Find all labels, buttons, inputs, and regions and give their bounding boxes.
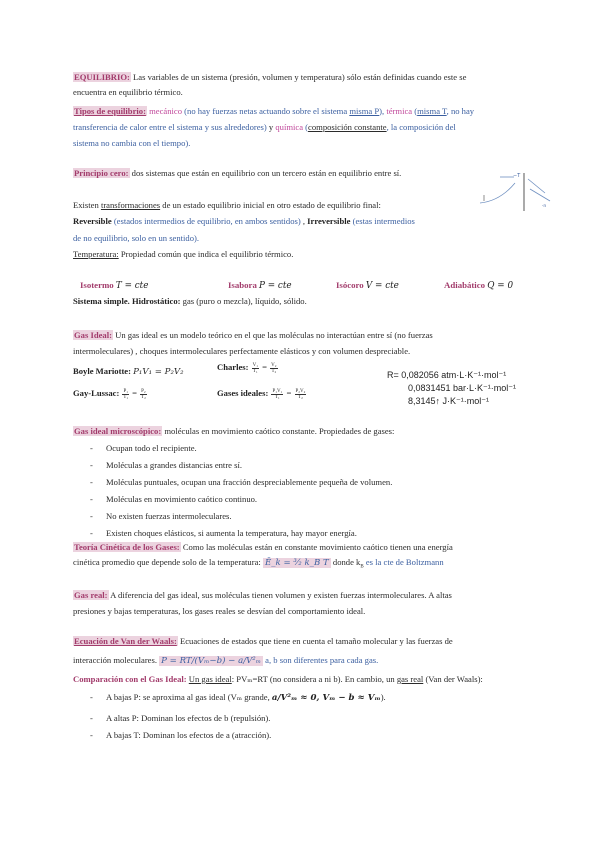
transf-rev-detail: (estados intermedios de equilibrio, en ambos sentidos): [111, 216, 301, 226]
real-text-1: A diferencia del gas ideal, sus moléculas tienen volumen y existen fuerzas intermoleculares. A altas: [108, 590, 452, 600]
vdw-text-1: Ecuaciones de estados que tiene en cuenta el tamaño molecular y las fuerzas de: [177, 636, 453, 646]
tipos-line-2b: , la composición del: [386, 122, 456, 132]
bullet-dash: -: [90, 692, 93, 702]
comparacion-item-text: A bajas T: Dominan los efectos de a (atracción).: [106, 730, 272, 740]
real-line-1: [73, 590, 452, 601]
tipos-ter-detail: , no hay: [446, 106, 475, 116]
frac-den: T₂: [141, 394, 146, 400]
ley-gases-frac-2: [295, 389, 307, 400]
cinetica-formula: Ē_k = ³⁄₂ k_B T: [264, 558, 329, 568]
tipos-line-2: [73, 122, 456, 133]
comparacion-item: [90, 730, 271, 741]
bullet-dash: -: [90, 730, 93, 740]
ley-gases-ideales: [217, 388, 307, 400]
micro-heading: Gas ideal microscópico:: [74, 426, 162, 436]
bullet-dash: -: [90, 713, 93, 723]
sketch-line-3: [530, 189, 550, 201]
tipos-qui-open: (: [303, 122, 309, 132]
cinetica-heading: Teoría Cinética de los Gases:: [74, 542, 180, 552]
comparacion-ideal-label: Un gas ideal: [188, 674, 232, 684]
comparacion-item-end: ).: [380, 692, 386, 702]
frac-den: T₁: [123, 394, 129, 400]
sketch-curve: [480, 183, 515, 203]
micro-line: [73, 426, 394, 437]
micro-item-text: Moléculas puntuales, ocupan una fracción despreciablemente pequeña de volumen.: [106, 477, 393, 487]
vdw-heading: Ecuación de Van der Waals:: [74, 636, 177, 646]
micro-item-text: Ocupan todo el recipiente.: [106, 443, 197, 453]
frac-num: P₂: [141, 388, 146, 394]
temperatura-line: [73, 249, 293, 260]
real-line-2: presiones y bajas temperaturas, los gases reales se desvían del comportamiento ideal.: [73, 606, 366, 616]
principio-heading: Principio cero:: [74, 168, 129, 178]
tipos-close: ),: [379, 106, 387, 116]
tipos-mec-detail: (no hay fuerzas netas actuando sobre el sistema: [182, 106, 350, 116]
ley-boyle-label: Boyle Mariotte:: [73, 366, 134, 376]
micro-item-text: No existen fuerzas intermoleculares.: [106, 511, 232, 521]
transf-line-1b: de un estado equilibrio inicial en otro estado de equilibrio final:: [160, 200, 381, 210]
ley-gay-lussac: [73, 388, 148, 400]
frac-den: T₁: [252, 368, 258, 374]
vdw-note: a, b son diferentes para cada gas.: [263, 655, 379, 665]
sketch-label-2: ·n: [542, 204, 547, 209]
transf-reversible: Reversible: [73, 216, 112, 226]
cinetica-after: donde k: [330, 557, 361, 567]
micro-item: [90, 494, 257, 505]
ley-gay-frac-1: [122, 389, 129, 400]
bullet-dash: -: [90, 460, 93, 470]
bullet-dash: -: [90, 443, 93, 453]
equilibrio-heading: EQUILIBRIO:: [74, 72, 130, 82]
comparacion-ideal-text: : PVₘ=RT (no considera a ni b). En cambio, un: [231, 674, 397, 684]
comparacion-real-text: (Van der Waals):: [423, 674, 483, 684]
ley-charles-eq: =: [260, 362, 270, 372]
vdw-line-1: [73, 636, 453, 647]
proceso-isotermo-name: Isotermo: [80, 280, 116, 290]
tipos-y: y: [266, 122, 276, 132]
frac-num: P₂V₂: [295, 388, 306, 394]
ley-gases-eq: =: [284, 388, 294, 398]
comparacion-line: [73, 674, 483, 685]
frac-den: T₁: [275, 394, 280, 400]
proceso-isocoro-eq: V = cte: [365, 281, 399, 291]
transf-line-1a: Existen: [73, 200, 101, 210]
micro-item: [90, 460, 242, 471]
cinetica-line-1: [73, 542, 453, 553]
bullet-dash: -: [90, 528, 93, 538]
bullet-dash: -: [90, 477, 93, 487]
ley-gay-eq: =: [130, 388, 140, 398]
cinetica-text-1: Como las moléculas están en constante movimiento caótico tienen una energía: [180, 542, 453, 552]
principio-text: dos sistemas que están en equilibrio con un tercero están en equilibrio entre sí.: [129, 168, 402, 178]
tipos-line-3: sistema no cambia con el tiempo).: [73, 138, 191, 148]
ley-gases-frac-1: [271, 389, 283, 400]
sketch-label-1: −T: [513, 173, 521, 179]
transf-irr-detail: (estas intermedios: [350, 216, 415, 226]
temperatura-text: Propiedad común que indica el equilibrio térmico.: [118, 249, 294, 259]
frac-num: V₁: [252, 362, 259, 368]
frac-den: T₂: [271, 368, 277, 374]
comparacion-item: [90, 713, 270, 724]
bullet-dash: -: [90, 494, 93, 504]
gas-ideal-line-1: [73, 330, 433, 341]
comparacion-item-text: A altas P: Dominan los efectos de b (repulsión).: [106, 713, 271, 723]
proceso-adiabatico-eq: Q = 0: [487, 281, 514, 291]
gas-ideal-line-2: intermoleculares) , choques intermoleculares perfectamente elásticos y con volumen despreciable.: [73, 346, 411, 356]
vdw-line-2: [73, 655, 378, 667]
ley-gay-label: Gay-Lussac:: [73, 388, 122, 398]
ley-charles: [217, 362, 279, 374]
principio-line: [73, 168, 401, 179]
proceso-isotermo: [80, 280, 148, 291]
r-constant-1: R= 0,082056 atm·L·K⁻¹·mol⁻¹: [387, 370, 507, 380]
real-heading: Gas real:: [74, 590, 108, 600]
frac-num: V₂: [271, 362, 277, 368]
micro-item: [90, 528, 357, 539]
sistema-line: [73, 296, 307, 307]
bullet-dash: -: [90, 511, 93, 521]
equilibrio-text-1: Las variables de un sistema (presión, volumen y temperatura) sólo están definidas cuando este se: [130, 72, 467, 82]
transf-line-2: [73, 216, 415, 227]
comparacion-item-text: A bajas P: se aproxima al gas ideal (Vₘ grande,: [106, 692, 272, 702]
frac-den: T₂: [298, 394, 303, 400]
cinetica-sub: B: [360, 564, 364, 570]
cinetica-text-2: cinética promedio que depende solo de la temperatura:: [73, 557, 263, 567]
comparacion-real-label: gas real: [396, 674, 424, 684]
process-sketch-diagram: [470, 165, 560, 215]
micro-item: [90, 477, 392, 488]
proceso-isocoro-name: Isócoro: [336, 280, 366, 290]
ley-boyle: [73, 366, 184, 378]
transf-irreversible: Irreversible: [307, 216, 351, 226]
proceso-adiabatico: [444, 280, 513, 291]
ley-gay-frac-2: [140, 389, 147, 400]
ley-charles-frac-1: [252, 363, 259, 374]
sketch-line-2: [528, 179, 545, 193]
proceso-adiabatico-name: Adiabático: [444, 280, 488, 290]
cinetica-line-2: [73, 557, 444, 573]
comparacion-item-math: a/V²ₘ ≈ 0, Vₘ − b ≈ Vₘ: [271, 693, 381, 703]
transf-sep: ,: [300, 216, 308, 226]
tipos-mecanico: mecánico: [146, 106, 183, 116]
comparacion-item: [90, 692, 386, 704]
r-constant-2: 0,0831451 bar·L·K⁻¹·mol⁻¹: [408, 383, 517, 393]
tipos-misma-p: misma P: [349, 106, 380, 116]
tipos-heading: Tipos de equilibrio:: [74, 106, 146, 116]
micro-item-text: Moléculas a grandes distancias entre sí.: [106, 460, 243, 470]
transf-line-3: de no equilibrio, solo en un sentido).: [73, 233, 200, 243]
ley-charles-label: Charles:: [217, 362, 251, 372]
tipos-line-1: [73, 106, 474, 117]
vdw-text-2: interacción moleculares.: [73, 655, 160, 665]
vdw-formula: P = RT/(Vₘ−b) − a/V²ₘ: [161, 656, 262, 666]
micro-item-text: Existen choques elásticos, si aumenta la temperatura, hay mayor energía.: [106, 528, 357, 538]
tipos-ter-open: (: [412, 106, 418, 116]
proceso-isotermo-eq: T = cte: [115, 281, 149, 291]
comparacion-heading: Comparación con el Gas Ideal:: [73, 674, 187, 684]
tipos-composicion: composición constante: [308, 122, 387, 132]
tipos-termica: térmica: [386, 106, 413, 116]
ley-boyle-eq: P₁V₁ = P₂V₂: [133, 367, 184, 377]
frac-num: P₁V₁: [272, 388, 283, 394]
temperatura-label: Temperatura:: [73, 249, 119, 259]
ley-gases-label: Gases ideales:: [217, 388, 271, 398]
r-constant-3: 8,3145↑ J·K⁻¹·mol⁻¹: [408, 396, 490, 406]
gas-ideal-heading: Gas Ideal:: [74, 330, 112, 340]
proceso-isocoro: [336, 280, 399, 291]
transf-line-1u: transformaciones: [100, 200, 161, 210]
equilibrio-line-2: encuentra en equilibrio térmico.: [73, 87, 183, 97]
sistema-label: Sistema simple. Hidrostático:: [73, 296, 181, 306]
micro-item: [90, 511, 232, 522]
frac-num: P₁: [123, 388, 128, 394]
equilibrio-line-1: [73, 72, 466, 83]
micro-text: moléculas en movimiento caótico constante. Propiedades de gases:: [162, 426, 395, 436]
cinetica-after-2: es la cte de Boltzmann: [363, 557, 444, 567]
proceso-isabora: [228, 280, 292, 291]
tipos-misma-t: misma T: [417, 106, 447, 116]
proceso-isabora-name: Isabora: [228, 280, 260, 290]
proceso-isabora-eq: P = cte: [259, 281, 292, 291]
tipos-line-2a: transferencia de calor entre el sistema y sus alrededores): [73, 122, 267, 132]
tipos-quimica: química: [275, 122, 304, 132]
sistema-text: gas (puro o mezcla), líquido, sólido.: [180, 296, 307, 306]
micro-item-text: Moléculas en movimiento caótico continuo.: [106, 494, 258, 504]
micro-item: [90, 443, 197, 454]
ley-charles-frac-2: [270, 363, 277, 374]
transf-line-1: [73, 200, 381, 211]
gas-ideal-text-1: Un gas ideal es un modelo teórico en el que las moléculas no interactúan entre sí (no fuerzas: [112, 330, 433, 340]
